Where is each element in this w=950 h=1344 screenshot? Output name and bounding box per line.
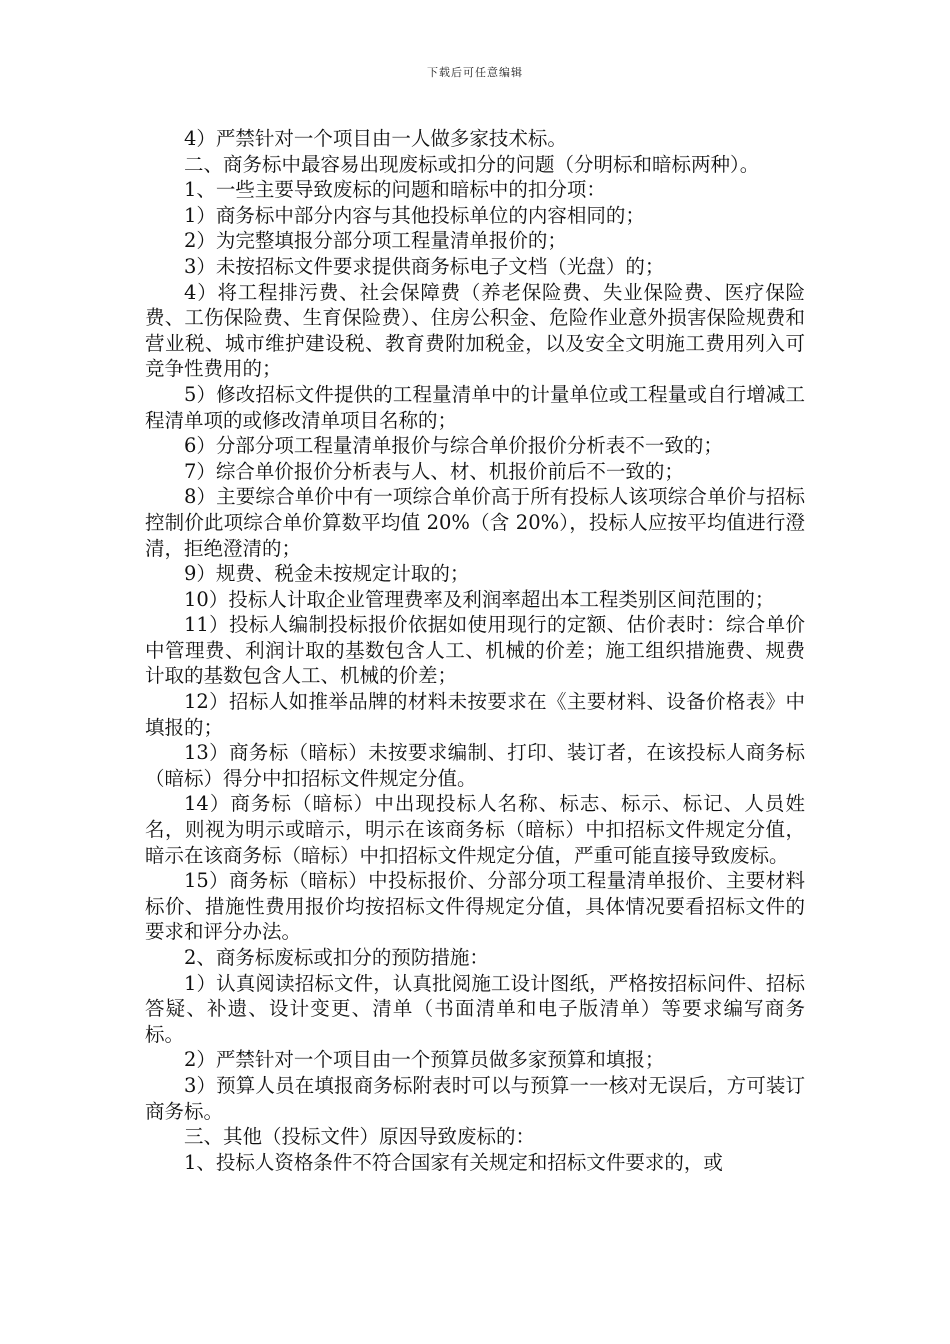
paragraph: 4）严禁针对一个项目由一人做多家技术标。 bbox=[184, 127, 567, 150]
paragraph: 2）为完整填报分部分项工程量清单报价的； bbox=[184, 229, 567, 253]
paragraph: 1）认真阅读招标文件，认真批阅施工设计图纸，严格按招标问件、招标答疑、补遗、设计变更、清单（书面清单和电子版清单）等要求编写商务标。 bbox=[145, 971, 805, 1046]
paragraph: 3）预算人员在填报商务标附表时可以与预算一一核对无误后，方可装订商务标。 bbox=[145, 1073, 805, 1123]
page-header: 下载后可任意编辑 bbox=[427, 66, 523, 79]
paragraph: 10）投标人计取企业管理费率及利润率超出本工程类别区间范围的； bbox=[184, 587, 775, 611]
paragraph: 7）综合单价报价分析表与人、材、机报价前后不一致的； bbox=[184, 459, 684, 483]
subsection-heading: 1、一些主要导致废标的问题和暗标中的扣分项： bbox=[184, 178, 606, 202]
paragraph: 1、投标人资格条件不符合国家有关规定和招标文件要求的，或 bbox=[184, 1150, 723, 1174]
paragraph: 9）规费、税金未按规定计取的； bbox=[184, 562, 470, 586]
paragraph: 5）修改招标文件提供的工程量清单中的计量单位或工程量或自行增减工程清单项的或修改清单项目名称的； bbox=[145, 382, 805, 432]
paragraph: 2）严禁针对一个项目由一个预算员做多家预算和填报； bbox=[184, 1048, 665, 1072]
paragraph: 12）招标人如推举品牌的材料未按要求在《主要材料、设备价格表》中填报的； bbox=[145, 690, 805, 739]
paragraph: 13）商务标（暗标）未按要求编制、打印、装订者，在该投标人商务标（暗标）得分中扣招标文件规定分值。 bbox=[145, 741, 805, 790]
paragraph: 8）主要综合单价中有一项综合单价高于所有投标人该项综合单价与招标控制价此项综合单价算数平均值 20%（含 20%），投标人应按平均值进行澄清，拒绝澄清的； bbox=[145, 485, 805, 560]
section-heading: 二、商务标中最容易出现废标或扣分的问题（分明标和暗标两种）。 bbox=[184, 152, 760, 176]
paragraph: 1）商务标中部分内容与其他投标单位的内容相同的； bbox=[184, 203, 645, 227]
paragraph: 11）投标人编制投标报价依据如使用现行的定额、估价表时：综合单价中管理费、利润计取的基数包含人工、机械的价差；施工组织措施费、规费计取的基数包含人工、机械的价差； bbox=[145, 613, 805, 688]
document-body bbox=[145, 126, 805, 1175]
paragraph: 14）商务标（暗标）中出现投标人名称、标志、标示、标记、人员姓名，则视为明示或暗示，明示在该商务标（暗标）中扣招标文件规定分值，暗示在该商务标（暗标）中扣招标文件规定分值，严重可能直接导致废标。 bbox=[145, 792, 805, 867]
paragraph: 6）分部分项工程量清单报价与综合单价报价分析表不一致的； bbox=[184, 434, 723, 458]
section-heading: 三、其他（投标文件）原因导致废标的： bbox=[184, 1125, 536, 1149]
paragraph: 4）将工程排污费、社会保障费（养老保险费、失业保险费、医疗保险费、工伤保险费、生育保险费）、住房公积金、危险作业意外损害保险规费和营业税、城市维护建设税、教育费附加税金，以及安全文明施工费用列入可竞争性费用的； bbox=[145, 280, 805, 381]
paragraph: 15）商务标（暗标）中投标报价、分部分项工程量清单报价、主要材料标价、措施性费用报价均按招标文件得规定分值，具体情况要看招标文件的要求和评分办法。 bbox=[145, 869, 805, 944]
paragraph: 3）未按招标文件要求提供商务标电子文档（光盘）的； bbox=[184, 254, 665, 278]
subsection-heading: 2、商务标废标或扣分的预防措施： bbox=[184, 946, 489, 969]
